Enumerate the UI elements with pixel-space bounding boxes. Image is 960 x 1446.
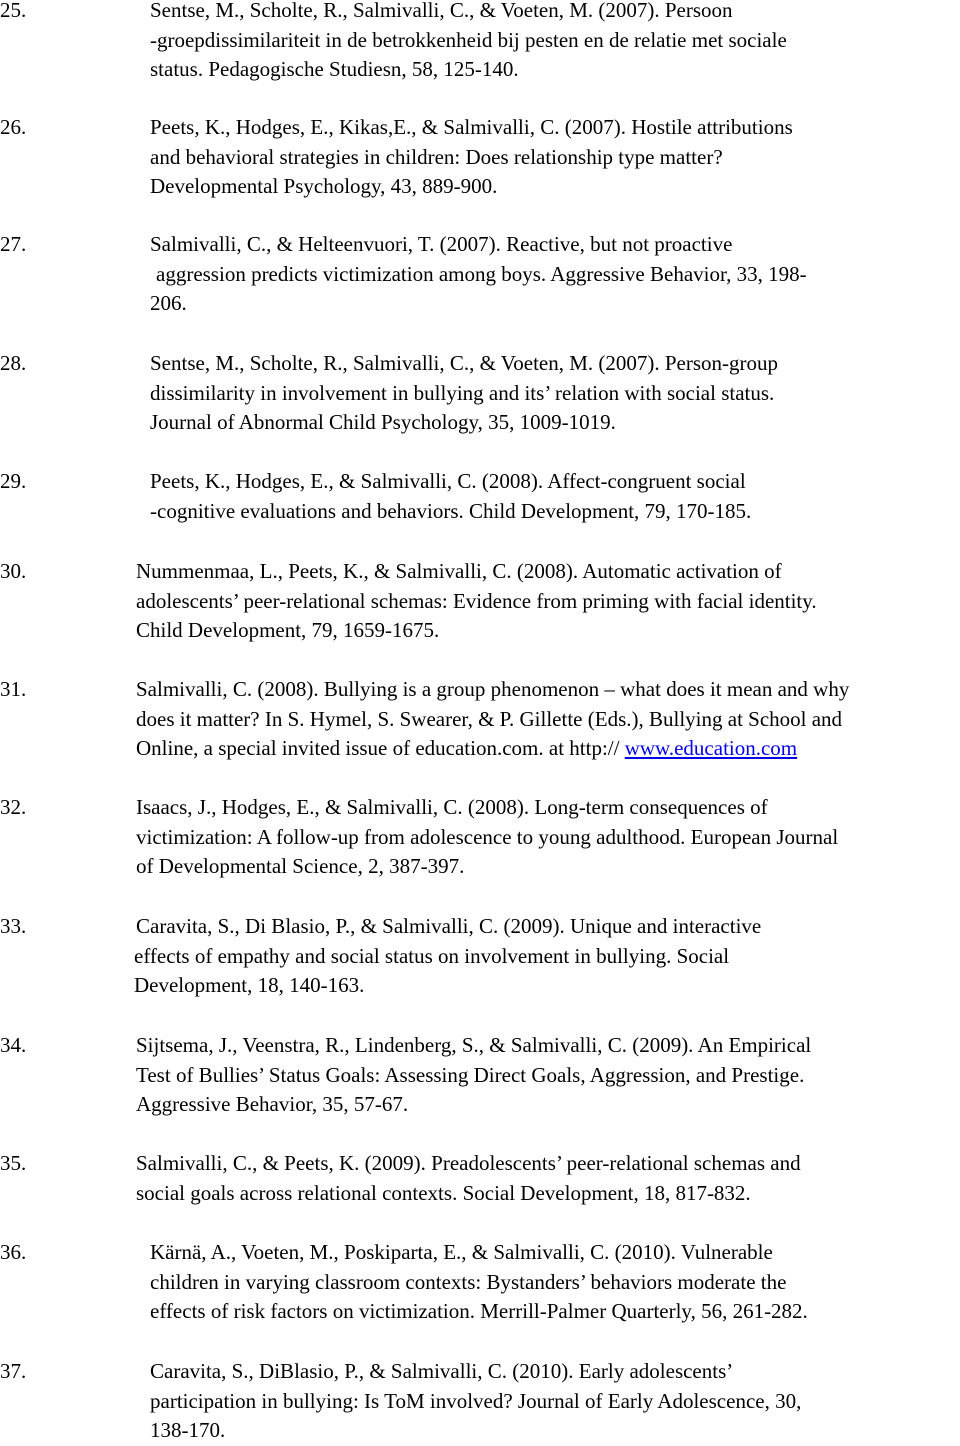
reference-line: -groepdissimilariteit in de betrokkenheid bij pesten en de relatie met sociale <box>150 27 787 52</box>
reference-line: Sentse, M., Scholte, R., Salmivalli, C., & Voeten, M. (2007). Persoon <box>150 0 733 22</box>
reference-number: 25. <box>0 0 27 22</box>
reference-line: Salmivalli, C. (2008). Bullying is a group phenomenon – what does it mean and why <box>136 677 850 701</box>
reference-line: dissimilarity in involvement in bullying and its’ relation with social status. <box>150 380 775 405</box>
reference-line: Test of Bullies’ Status Goals: Assessing Direct Goals, Aggression, and Prestige. <box>136 1062 805 1087</box>
reference-number: 36. <box>0 1240 27 1264</box>
reference-line: Journal of Abnormal Child Psychology, 35, 1009-1019. <box>150 410 616 434</box>
reference-number: 27. <box>0 232 27 256</box>
reference-number: 31. <box>0 677 27 701</box>
reference-number: 26. <box>0 115 27 139</box>
reference-line: of Developmental Science, 2, 387-397. <box>136 854 465 878</box>
reference-number: 33. <box>0 914 27 938</box>
reference-line: Developmental Psychology, 43, 889-900. <box>150 174 498 198</box>
reference-line: Sijtsema, J., Veenstra, R., Lindenberg, S., & Salmivalli, C. (2009). An Empirical <box>136 1033 812 1057</box>
reference-line: effects of empathy and social status on involvement in bullying. Social <box>134 943 730 968</box>
reference-line: does it matter? In S. Hymel, S. Swearer, & P. Gillette (Eds.), Bullying at School and <box>136 706 843 731</box>
reference-line: Peets, K., Hodges, E., Kikas,E., & Salmivalli, C. (2007). Hostile attributions <box>150 115 793 139</box>
reference-line: social goals across relational contexts. Social Development, 18, 817-832. <box>136 1180 751 1205</box>
reference-line: -cognitive evaluations and behaviors. Child Development, 79, 170-185. <box>150 498 752 523</box>
reference-line: victimization: A follow-up from adolescence to young adulthood. European Journal <box>136 824 839 849</box>
reference-number: 34. <box>0 1033 27 1057</box>
education-link[interactable]: www.education.com <box>624 736 798 760</box>
reference-line: Kärnä, A., Voeten, M., Poskiparta, E., & Salmivalli, C. (2010). Vulnerable <box>150 1240 773 1264</box>
reference-number: 35. <box>0 1151 27 1175</box>
reference-line: Sentse, M., Scholte, R., Salmivalli, C., & Voeten, M. (2007). Person-group <box>150 351 779 375</box>
reference-line: and behavioral strategies in children: Does relationship type matter? <box>150 144 723 169</box>
reference-line: Aggressive Behavior, 35, 57-67. <box>136 1092 409 1116</box>
reference-line: 206. <box>150 291 187 315</box>
reference-line: Nummenmaa, L., Peets, K., & Salmivalli, C. (2008). Automatic activation of <box>136 559 782 583</box>
reference-line: participation in bullying: Is ToM involved? Journal of Early Adolescence, 30, <box>150 1388 802 1413</box>
reference-line: 138-170. <box>150 1418 226 1442</box>
reference-number: 29. <box>0 469 27 493</box>
reference-number: 28. <box>0 351 27 375</box>
reference-line: Salmivalli, C., & Helteenvuori, T. (2007). Reactive, but not proactive <box>150 232 733 256</box>
reference-line <box>136 734 797 764</box>
reference-line: status. Pedagogische Studiesn, 58, 125-140. <box>150 57 519 81</box>
reference-line: aggression predicts victimization among boys. Aggressive Behavior, 33, 198- <box>156 261 807 286</box>
reference-line-text: Online, a special invited issue of education.com. at http:// <box>136 736 620 760</box>
reference-line: Salmivalli, C., & Peets, K. (2009). Preadolescents’ peer-relational schemas and <box>136 1151 801 1175</box>
reference-line: Peets, K., Hodges, E., & Salmivalli, C. (2008). Affect-congruent social <box>150 469 746 493</box>
reference-number: 37. <box>0 1359 27 1383</box>
reference-line: Development, 18, 140-163. <box>134 973 365 997</box>
reference-number: 32. <box>0 795 27 819</box>
reference-line: Child Development, 79, 1659-1675. <box>136 618 440 642</box>
reference-line: children in varying classroom contexts: Bystanders’ behaviors moderate the <box>150 1269 787 1294</box>
reference-line: Isaacs, J., Hodges, E., & Salmivalli, C. (2008). Long-term consequences of <box>136 795 768 819</box>
reference-line: adolescents’ peer-relational schemas: Evidence from priming with facial identity. <box>136 588 817 613</box>
reference-line: effects of risk factors on victimization. Merrill-Palmer Quarterly, 56, 261-282. <box>150 1299 808 1323</box>
reference-number: 30. <box>0 559 27 583</box>
reference-line: Caravita, S., Di Blasio, P., & Salmivalli, C. (2009). Unique and interactive <box>136 914 762 938</box>
reference-line: Caravita, S., DiBlasio, P., & Salmivalli, C. (2010). Early adolescents’ <box>150 1359 734 1383</box>
